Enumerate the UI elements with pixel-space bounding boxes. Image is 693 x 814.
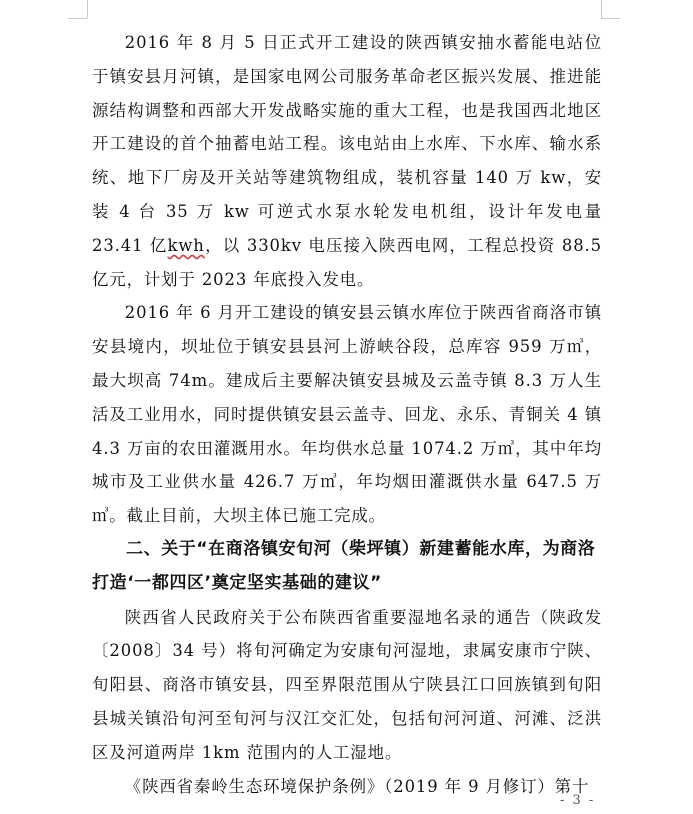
document-body [92,26,602,803]
paragraph-yunzhen-reservoir: 2016 年 6 月开工建设的镇安县云镇水库位于陕西省商洛市镇安县境内，坝址位于镇安县县河上游峡谷段，总库容 959 万㎥，最大坝高 74m。建成后主要解决镇安县城及云盖寺镇 8.3 万人生活及工业用水，同时提供镇安县云盖寺、回龙、永乐、青铜关 4 镇 4.3 万亩的农田灌溉用水。年均供水总量 1074.2 万㎥，其中年均城市及工业供水量 426.7 万㎥，年均烟田灌溉供水量 647.5 万㎥。截止目前，大坝主体已施工完成。 [92,303,602,526]
paragraph-text: 2016 年 8 月 5 日正式开工建设的陕西镇安抽水蓄能电站位于镇安县月河镇，是国家电网公司服务革命老区振兴发展、推进能源结构调整和西部大开发战略实施的重大工程，也是我国西北地区开工建设的首个抽蓄电站工程。该电站由上水库、下水库、输水系统、地下厂房及开关站等建筑物组成，装机容量 140 万 kw，安装 4 台 35 万 kw 可逆式水泵水轮发电机组，设计年发电量 23.41 亿 [92,33,602,255]
paragraph-text-tail: ，以 330kv 电压接入陕西电网，工程总投资 88.5 亿元，计划于 2023 年底投入发电。 [92,235,602,289]
paragraph-qinling-regulation: 《陕西省秦岭生态环境保护条例》（2019 年 9 月修订）第十 [124,776,590,796]
paragraph-wetland-notice: 陕西省人民政府关于公布陕西省重要湿地名录的通告（陕政发 〔2008〕34 号）将旬河确定为安康旬河湿地，隶属安康市宁陕、旬阳县、商洛市镇安县，四至界限范围从宁陕县江口回族镇到旬阳县城关镇沿旬河至旬河与汉江交汇处，包括旬河河道、河滩、泛洪区及河道两岸 1km 范围内的人工湿地。 [92,607,602,762]
crop-mark-top-right-horizontal [601,18,620,19]
crop-mark-top-right-vertical [601,0,602,18]
crop-mark-top-left-vertical [87,0,88,18]
crop-mark-top-left-horizontal [68,18,87,19]
section-heading: 二、关于“在商洛镇安旬河（柴坪镇）新建蓄能水库，为商洛打造‘一都四区’奠定坚实基础的建议” [92,538,596,593]
page-number: - 3 - [560,793,596,808]
spellcheck-underlined-word: kwh [167,235,205,255]
paragraph-pumped-storage-station [92,26,602,296]
